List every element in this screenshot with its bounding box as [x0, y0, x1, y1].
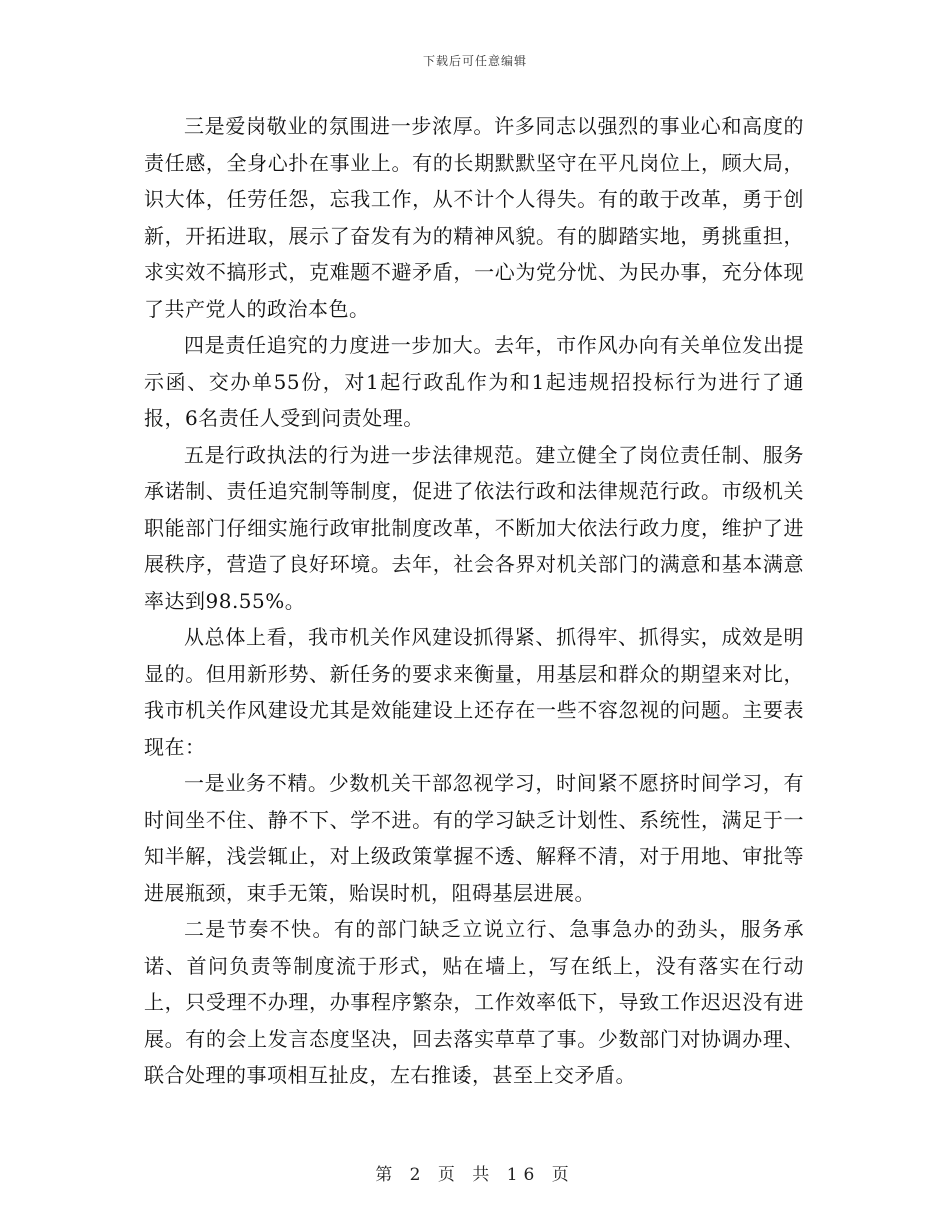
- page-number: 第 2 页 共 16 页: [375, 1165, 575, 1185]
- paragraph-aigang-jingye: 三是爱岗敬业的氛围进一步浓厚。许多同志以强烈的事业心和高度的责任感，全身心扑在事业上。有的长期默默坚守在平凡岗位上，顾大局，识大体，任劳任怨，忘我工作，从不计个人得失。有的敢于改革，勇于创新，开拓进取，展示了奋发有为的精神风貌。有的脚踏实地，勇挑重担，求实效不搞形式，克难题不避矛盾，一心为党分忧、为民办事，充分体现了共产党人的政治本色。: [144, 114, 804, 321]
- paragraph-zeren-zhuijiu: 四是责任追究的力度进一步加大。去年，市作风办向有关单位发出提示函、交办单55份，对1起行政乱作为和1起违规招投标行为进行了通报，6名责任人受到问责处理。: [144, 333, 804, 430]
- page-header: 下载后可任意编辑: [422, 54, 527, 68]
- document-body: [144, 108, 804, 1094]
- paragraph-xingzheng-zhifa: 五是行政执法的行为进一步法律规范。建立健全了岗位责任制、服务承诺制、责任追究制等制度，促进了依法行政和法律规范行政。市级机关职能部门仔细实施行政审批制度改革，不断加大依法行政力度，维护了进展秩序，营造了良好环境。去年，社会各界对机关部门的满意和基本满意率达到98.55%。: [144, 442, 804, 613]
- paragraph-zongti-kan: 从总体上看，我市机关作风建设抓得紧、抓得牢、抓得实，成效是明显的。但用新形势、新任务的要求来衡量，用基层和群众的期望来对比，我市机关作风建设尤其是效能建设上还存在一些不容忽视的问题。主要表现在：: [144, 625, 804, 759]
- paragraph-jiezou-bukuai: 二是节奏不快。有的部门缺乏立说立行、急事急办的劲头，服务承诺、首问负责等制度流于形式，贴在墙上，写在纸上，没有落实在行动上，只受理不办理，办事程序繁杂，工作效率低下，导致工作迟迟没有进展。有的会上发言态度坚决，回去落实草草了事。少数部门对协调办理、联合处理的事项相互扯皮，左右推诿，甚至上交矛盾。: [144, 917, 804, 1087]
- paragraph-yewu-bujing: 一是业务不精。少数机关干部忽视学习，时间紧不愿挤时间学习，有时间坐不住、静不下、学不进。有的学习缺乏计划性、系统性，满足于一知半解，浅尝辄止，对上级政策掌握不透、解释不清，对于用地、审批等进展瓶颈，束手无策，贻误时机，阻碍基层进展。: [144, 771, 804, 905]
